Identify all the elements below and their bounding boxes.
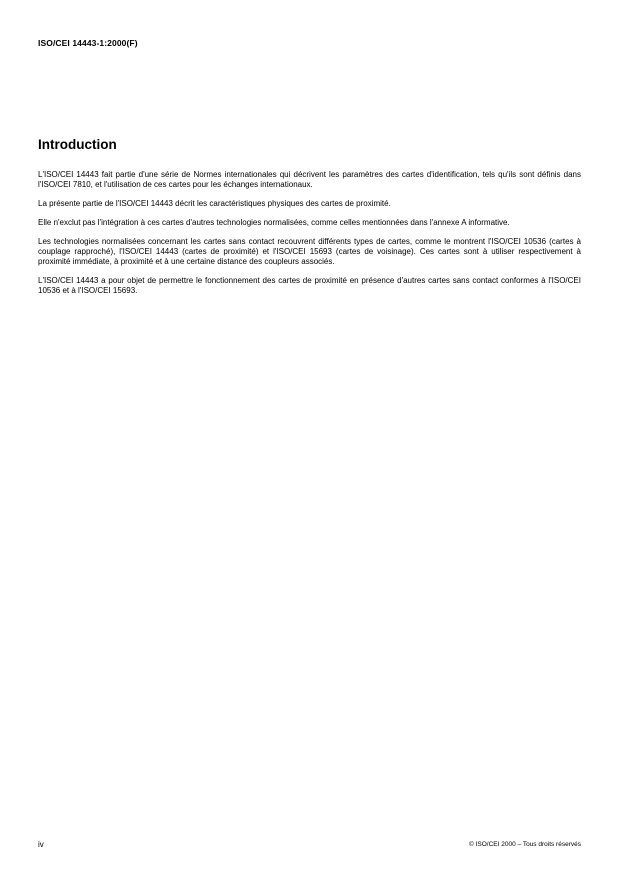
paragraph: Elle n'exclut pas l'intégration à ces cartes d'autres technologies normalisées, comme celles mentionnées dans l'annexe A informative. xyxy=(38,218,510,227)
copyright-notice: © ISO/CEI 2000 – Tous droits réservés xyxy=(469,841,581,848)
paragraph: La présente partie de l'ISO/CEI 14443 décrit les caractéristiques physiques des cartes de proximité. xyxy=(38,199,391,208)
section-title: Introduction xyxy=(38,137,117,152)
paragraph: Les technologies normalisées concernant les cartes sans contact recouvrent différents types de cartes, comme le montrent l'ISO/CEI 10536 (cartes à couplage rapproché), l'ISO/CEI 14443 (cartes de proximité) et l'ISO/CEI 15693 (cartes de voisinage). Ces cartes sont à utiliser respectivement à proximité immédiate, à proximité et à une certaine distance des coupleurs associés. xyxy=(38,237,581,266)
document-identifier: ISO/CEI 14443-1:2000(F) xyxy=(38,38,138,48)
paragraph: L'ISO/CEI 14443 fait partie d'une série de Normes internationales qui décrivent les paramètres des cartes d'identification, tels qu'ils sont définis dans l'ISO/CEI 7810, et l'utilisation de ces cartes pour les échanges internationaux. xyxy=(38,170,581,189)
paragraph: L'ISO/CEI 14443 a pour objet de permettre le fonctionnement des cartes de proximité en présence d'autres cartes sans contact conformes à l'ISO/CEI 10536 et à l'ISO/CEI 15693. xyxy=(38,276,581,295)
page-number: iv xyxy=(38,840,44,849)
section-body xyxy=(38,170,581,305)
